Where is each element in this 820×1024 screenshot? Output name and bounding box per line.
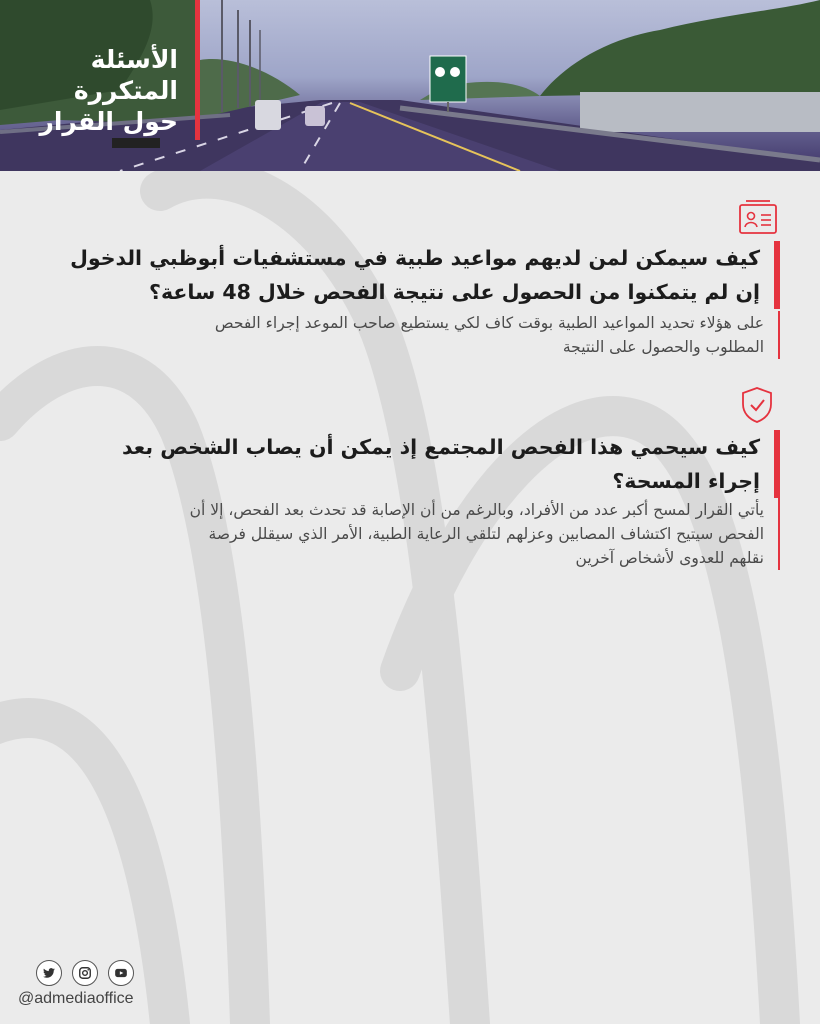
answer-line: الفحص سيتيح اكتشاف المصابين وعزلهم لتلقي الرعاية الطبية، الأمر الذي سيقلل فرصة — [208, 525, 764, 543]
social-links — [36, 960, 134, 986]
faq-question — [70, 241, 780, 309]
answer-line: يأتي القرار لمسح أكبر عدد من الأفراد، وبالرغم من أن الإصابة قد تحدث بعد الفحص، إلا أن — [189, 501, 764, 519]
question-line: إجراء المسحة؟ — [612, 469, 760, 493]
answer-line: على هؤلاء تحديد المواعيد الطبية بوقت كاف لكي يستطيع صاحب الموعد إجراء الفحص — [214, 314, 764, 332]
title-line: الأسئلة — [90, 45, 178, 74]
title-line: حول القرار — [39, 107, 178, 136]
faq-answer — [190, 498, 780, 570]
page-title — [0, 44, 178, 137]
question-line: إن لم يتمكنوا من الحصول على نتيجة الفحص خلال 48 ساعة؟ — [149, 280, 760, 304]
answer-line: نقلهم للعدوى لأشخاص آخرين — [575, 549, 764, 567]
question-line: كيف سيحمي هذا الفحص المجتمع إذ يمكن أن يصاب الشخص بعد — [121, 435, 760, 459]
faq-question — [122, 430, 780, 498]
header-photo — [0, 0, 820, 171]
shield-check-icon — [740, 386, 774, 424]
instagram-icon[interactable] — [72, 960, 98, 986]
id-card-icon — [738, 197, 778, 237]
twitter-icon[interactable] — [36, 960, 62, 986]
answer-line: المطلوب والحصول على النتيجة — [562, 338, 764, 356]
youtube-icon[interactable] — [108, 960, 134, 986]
faq-item — [40, 197, 780, 362]
title-line: المتكررة — [73, 76, 178, 105]
social-handle[interactable]: @admediaoffice — [18, 990, 134, 1007]
faq-item — [20, 386, 780, 576]
question-line: كيف سيمكن لمن لديهم مواعيد طبية في مستشفيات أبوظبي الدخول — [70, 246, 760, 270]
faq-answer — [215, 311, 780, 359]
accent-bar — [195, 0, 200, 140]
